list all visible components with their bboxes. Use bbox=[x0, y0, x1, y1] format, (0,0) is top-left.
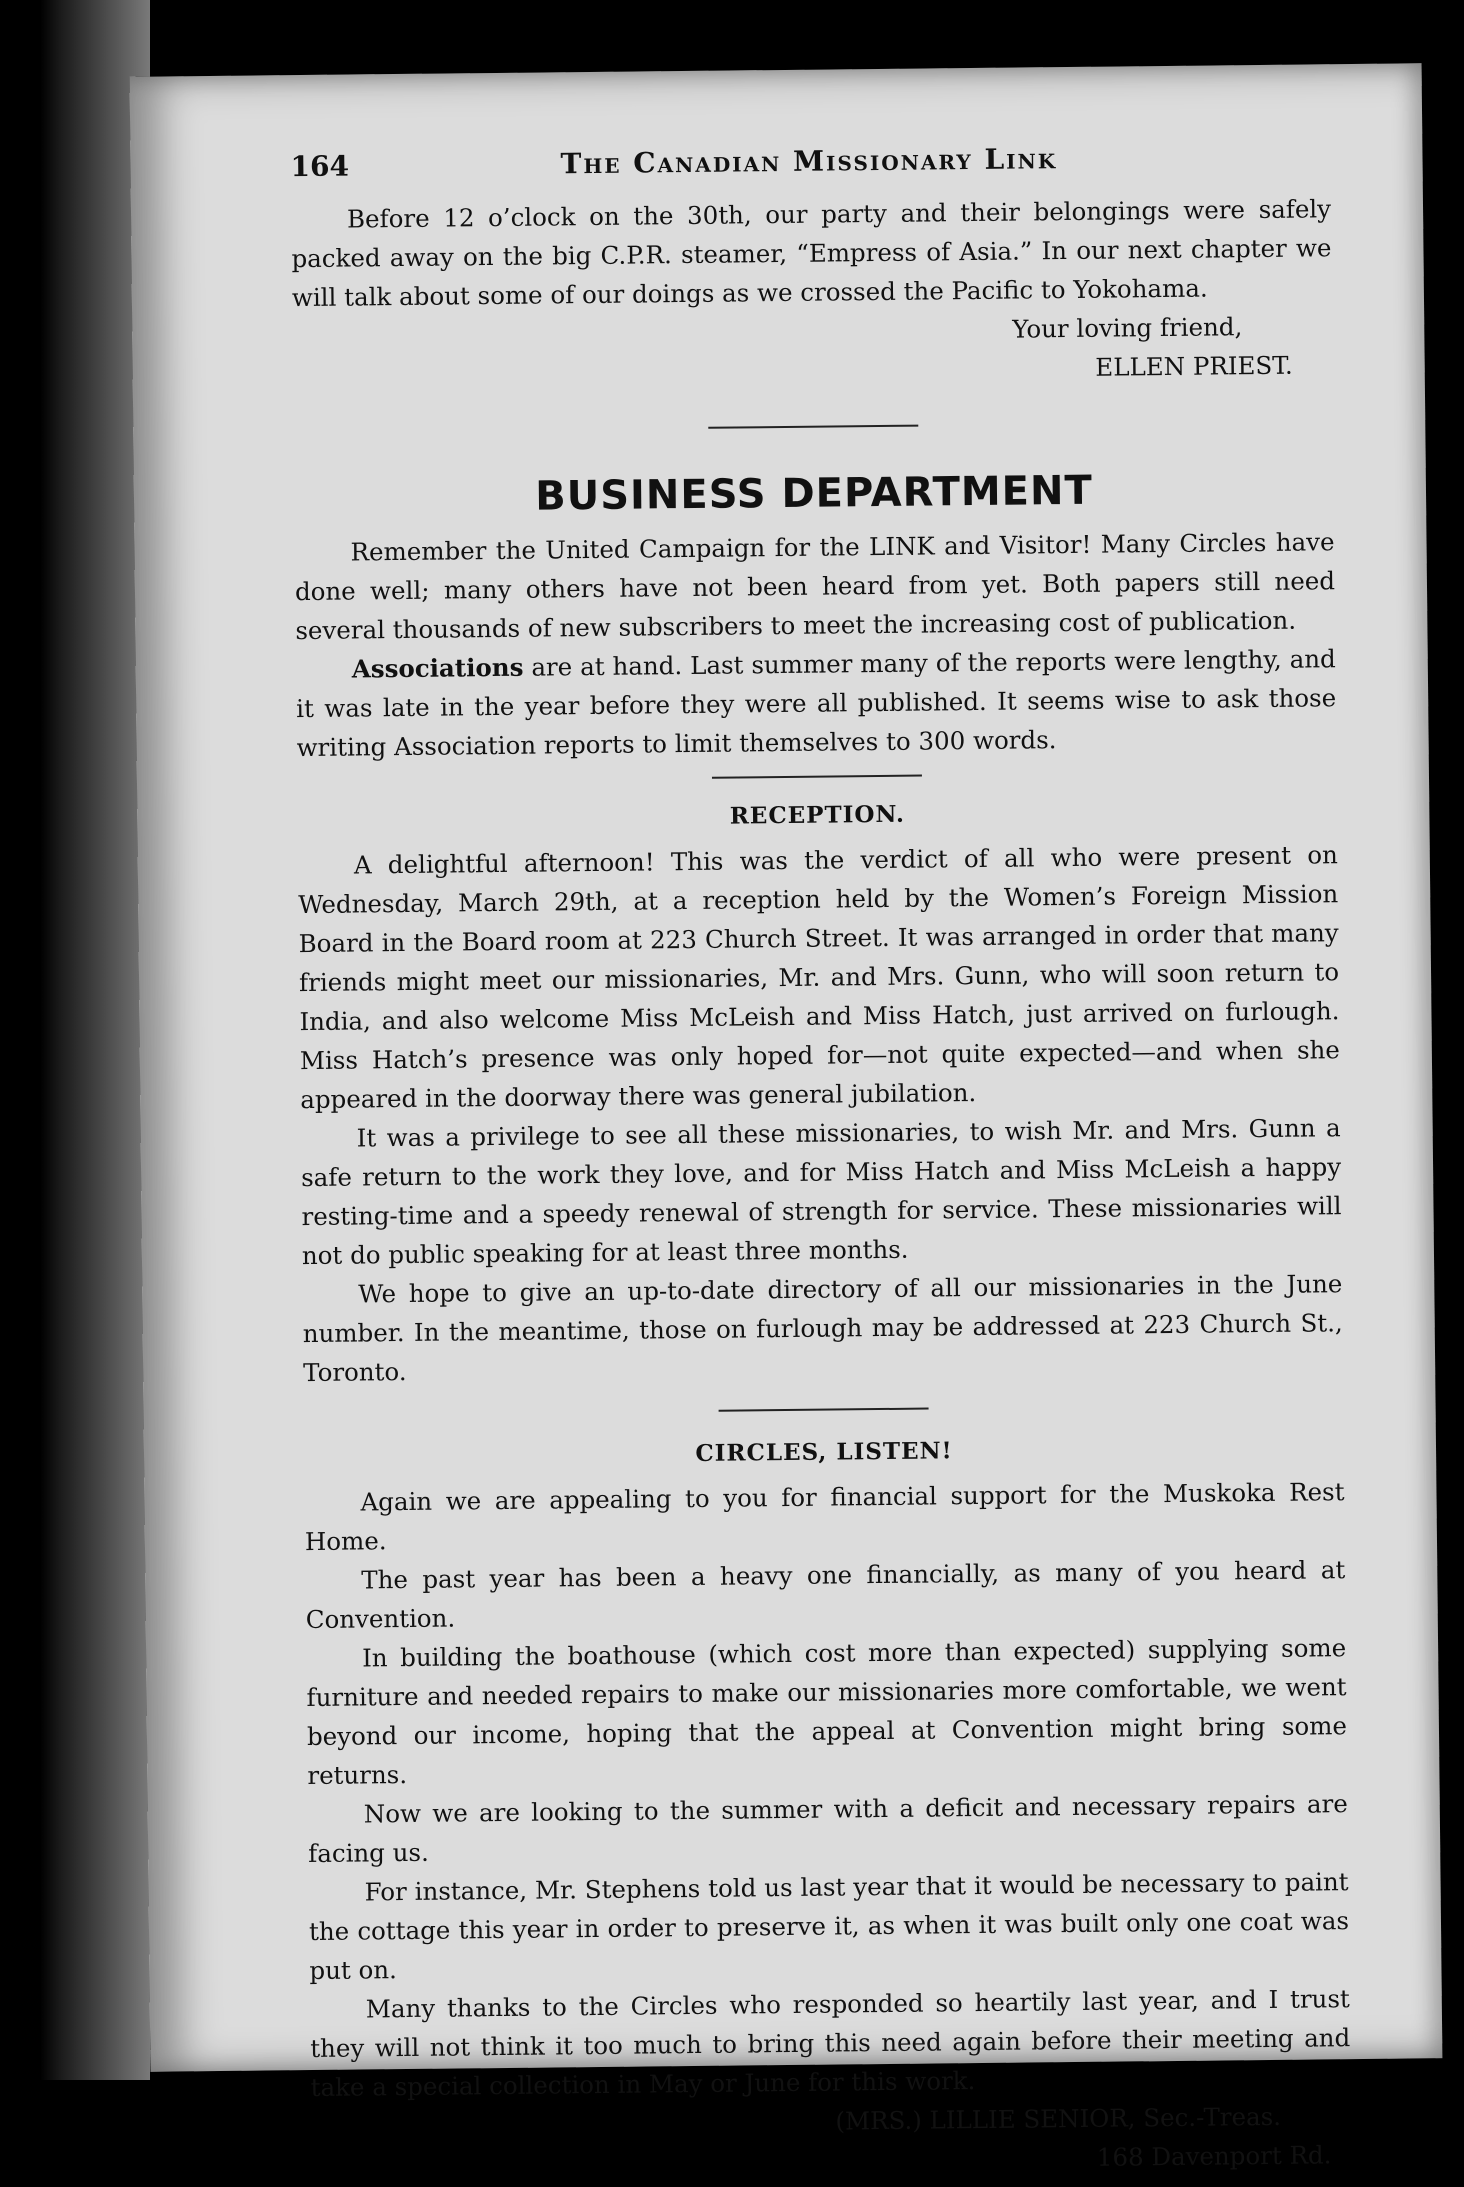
circles-paragraph-5: For instance, Mr. Stephens told us last year that it would be necessary to paint the cottage this year in order to preserve it, as when it was built only one coat was put on. bbox=[308, 1867, 1350, 1986]
page-number: 164 bbox=[290, 149, 350, 184]
section-divider bbox=[719, 1408, 929, 1412]
reception-paragraph-2: It was a privilege to see all these missionaries, to wish Mr. and Mrs. Gunn a safe return to the work they love, and for Miss Hatch and Miss McLeish a happy resting-time and a speedy renewal of strength for service. These missionaries will not do public speaking for at least three months. bbox=[300, 1113, 1342, 1271]
section-divider bbox=[708, 425, 918, 429]
business-department-title: BUSINESS DEPARTMENT bbox=[535, 467, 1093, 520]
document-page bbox=[130, 63, 1443, 2172]
letter-closing: Your loving friend, bbox=[1012, 312, 1243, 344]
circles-title: CIRCLES, LISTEN! bbox=[695, 1437, 953, 1467]
circles-paragraph-4: Now we are looking to the summer with a deficit and necessary repairs are facing us. bbox=[308, 1789, 1348, 1869]
reception-paragraph-3: We hope to give an up-to-date directory of all our missionaries in the June number. In the meantime, those on furlough may be addressed at 223 Church St., Toronto. bbox=[302, 1269, 1343, 1388]
reception-paragraph-1: A delightful afternoon! This was the verdict of all who were present on Wednesday, March 29th, at a reception held by the Women’s Foreign Mission Board in the Board room at 223 Church Street. It was arranged in order that many friends might meet our missionaries, Mr. and Mrs. Gunn, who will soon return to India, and also welcome Miss McLeish and Miss Hatch, just arrived on furlough. Miss Hatch’s presence was only hoped for—not quite expected—and when she appeared in the doorway there was general jubilation. bbox=[298, 840, 1340, 1115]
circles-address: 168 Davenport Rd. bbox=[1096, 2140, 1332, 2172]
circles-paragraph-3: In building the boathouse (which cost more than expected) supplying some furniture and needed repairs to make our missionaries more comfortable, we went beyond our income, hoping that the appeal at Convention might bring some returns. bbox=[306, 1633, 1348, 1791]
circles-paragraph-2: The past year has been a heavy one financially, as many of you heard at Convention. bbox=[305, 1555, 1346, 1635]
book-spine bbox=[0, 0, 150, 2080]
associations-lead: Associations bbox=[351, 652, 524, 684]
circles-paragraph-6: Many thanks to the Circles who responded so heartily last year, and I trust they will not think it too much to bring this need again before their meeting and take a special collection in May or June for this work. bbox=[310, 1984, 1351, 2103]
circles-paragraph-1: Again we are appealing to you for financial support for the Muskoka Rest Home. bbox=[304, 1477, 1345, 1557]
associations-text: are at hand. Last summer many of the reports were lengthy, and it was late in the year before they were all published. It seems wise to ask those writing Association reports to limit themselves to 300 words. bbox=[296, 644, 1337, 763]
business-paragraph-1: Remember the United Campaign for the LINK and Visitor! Many Circles have done well; many others have not been heard from yet. Both papers still need several thousands of new subscribers to meet the increasing cost of publication. bbox=[294, 527, 1336, 646]
page-content bbox=[291, 189, 1352, 2185]
reception-title: RECEPTION. bbox=[729, 800, 906, 830]
running-title: The Canadian Missionary Link bbox=[560, 142, 1058, 181]
section-divider bbox=[712, 775, 922, 779]
letter-paragraph: Before 12 o’clock on the 30th, our party and their belongings were safely packed away on the big C.P.R. steamer, “Empress of Asia.” In our next chapter we will talk about some of our doings as we crossed the Pacific to Yokohama. bbox=[291, 194, 1332, 313]
page-header bbox=[290, 140, 1290, 184]
letter-signature: ELLEN PRIEST. bbox=[1095, 350, 1293, 382]
business-paragraph-2 bbox=[296, 639, 1337, 767]
circles-signature: (MRS.) LILLIE SENIOR, Sec.-Treas. bbox=[835, 2101, 1282, 2136]
